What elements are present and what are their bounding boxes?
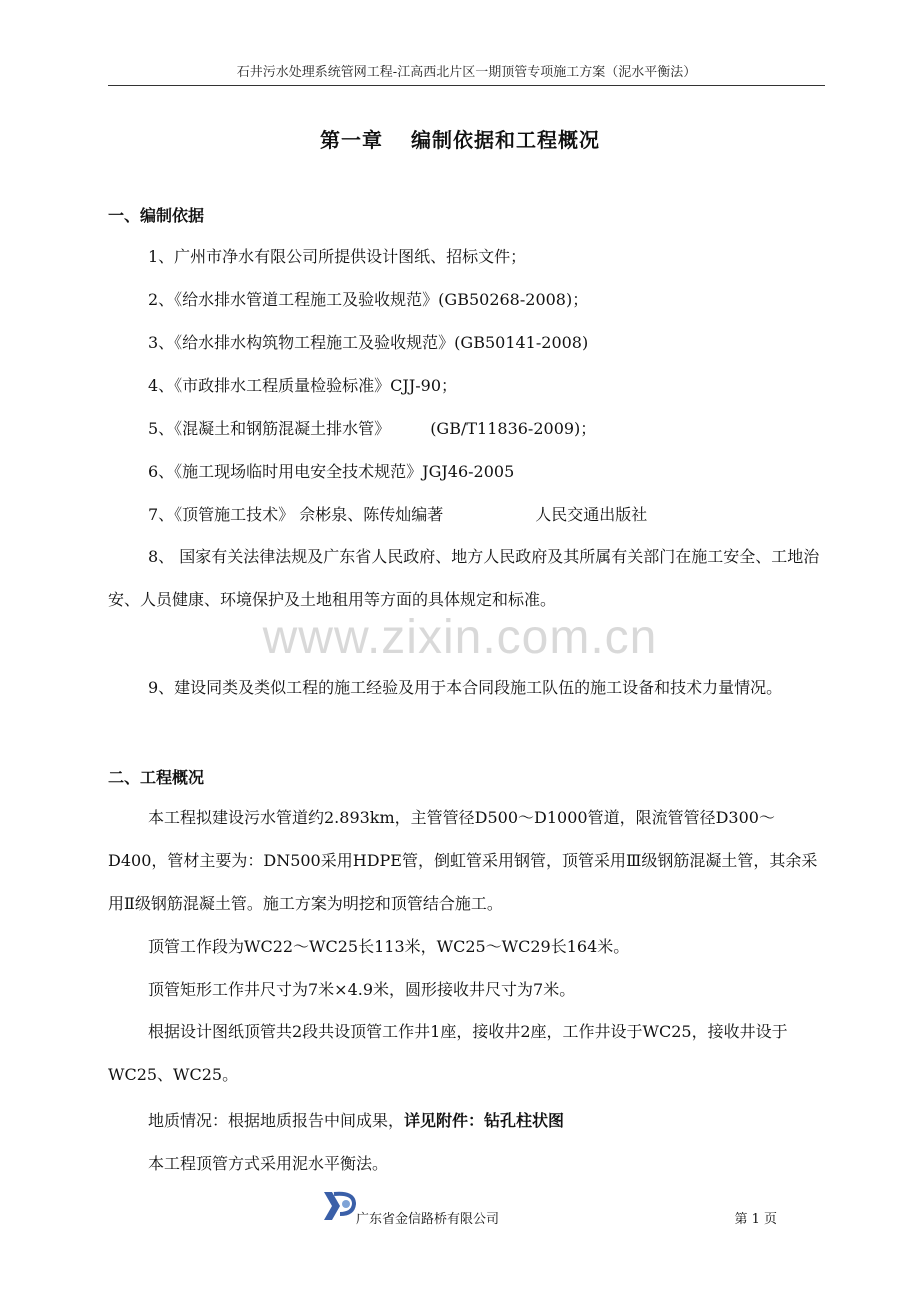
basis-item-4: 4、《市政排水工程质量检验标准》CJJ-90； <box>148 376 458 395</box>
footer-page-number: 第 1 页 <box>734 1212 777 1227</box>
geology-prefix: 地质情况：根据地质报告中间成果， <box>148 1111 405 1130</box>
overview-paragraph-4: 根据设计图纸顶管共2段共设顶管工作井1座，接收井2座，工作井设于WC25，接收井设于WC25、WC25。 <box>108 1022 788 1084</box>
geology-attachment: 详见附件：钻孔柱状图 <box>404 1111 565 1130</box>
section-heading-basis: 一、编制依据 <box>108 206 205 225</box>
basis-item-9: 9、建设同类及类似工程的施工经验及用于本合同段施工队伍的施工设备和技术力量情况。 <box>148 678 783 697</box>
basis-item-7-title: 7、《顶管施工技术》 佘彬泉、陈传灿编著 <box>148 505 444 524</box>
section-heading-overview: 二、工程概况 <box>108 768 205 787</box>
basis-item-7-publisher: 人民交通出版社 <box>535 505 648 524</box>
basis-item-2: 2、《给水排水管道工程施工及验收规范》(GB50268-2008)； <box>148 290 589 309</box>
basis-item-3: 3、《给水排水构筑物工程施工及验收规范》(GB50141-2008) <box>148 333 589 352</box>
chapter-title <box>0 124 920 153</box>
method-paragraph: 本工程顶管方式采用泥水平衡法。 <box>148 1154 389 1173</box>
basis-item-1: 1、广州市净水有限公司所提供设计图纸、招标文件； <box>148 247 527 266</box>
basis-item-7 <box>108 503 828 527</box>
basis-item-5-std: (GB/T11836-2009)； <box>430 419 597 438</box>
geology-paragraph <box>108 1109 828 1133</box>
overview-paragraph-3: 顶管矩形工作井尺寸为7米×4.9米，圆形接收井尺寸为7米。 <box>148 980 576 999</box>
header-text: 石井污水处理系统管网工程-江高西北片区一期顶管专项施工方案（泥水平衡法） <box>236 65 697 80</box>
basis-item-6: 6、《施工现场临时用电安全技术规范》JGJ46-2005 <box>148 462 515 481</box>
basis-item-5 <box>108 417 828 441</box>
overview-paragraph-2: 顶管工作段为WC22～WC25长113米，WC25～WC29长164米。 <box>148 937 630 956</box>
page-header <box>108 64 825 86</box>
overview-paragraph-1: 本工程拟建设污水管道约2.893km，主管管径D500～D1000管道，限流管管径D300～D400，管材主要为：DN500采用HDPE管，倒虹管采用钢管，顶管采用Ⅲ级钢筋混凝土管，其余采用Ⅱ级钢筋混凝土管。施工方案为明挖和顶管结合施工。 <box>108 808 818 913</box>
chapter-number: 第一章 <box>320 128 383 152</box>
basis-item-8: 8、 国家有关法律法规及广东省人民政府、地方人民政府及其所属有关部门在施工安全、工地治安、人员健康、环境保护及土地租用等方面的具体规定和标准。 <box>108 547 820 609</box>
footer-company: 广东省金信路桥有限公司 <box>356 1212 500 1227</box>
company-logo-icon <box>320 1188 358 1222</box>
page-footer <box>108 1188 825 1228</box>
basis-item-5-title: 5、《混凝土和钢筋混凝土排水管》 <box>148 419 391 438</box>
watermark: www.zixin.com.cn <box>262 611 658 664</box>
chapter-name: 编制依据和工程概况 <box>411 128 600 152</box>
